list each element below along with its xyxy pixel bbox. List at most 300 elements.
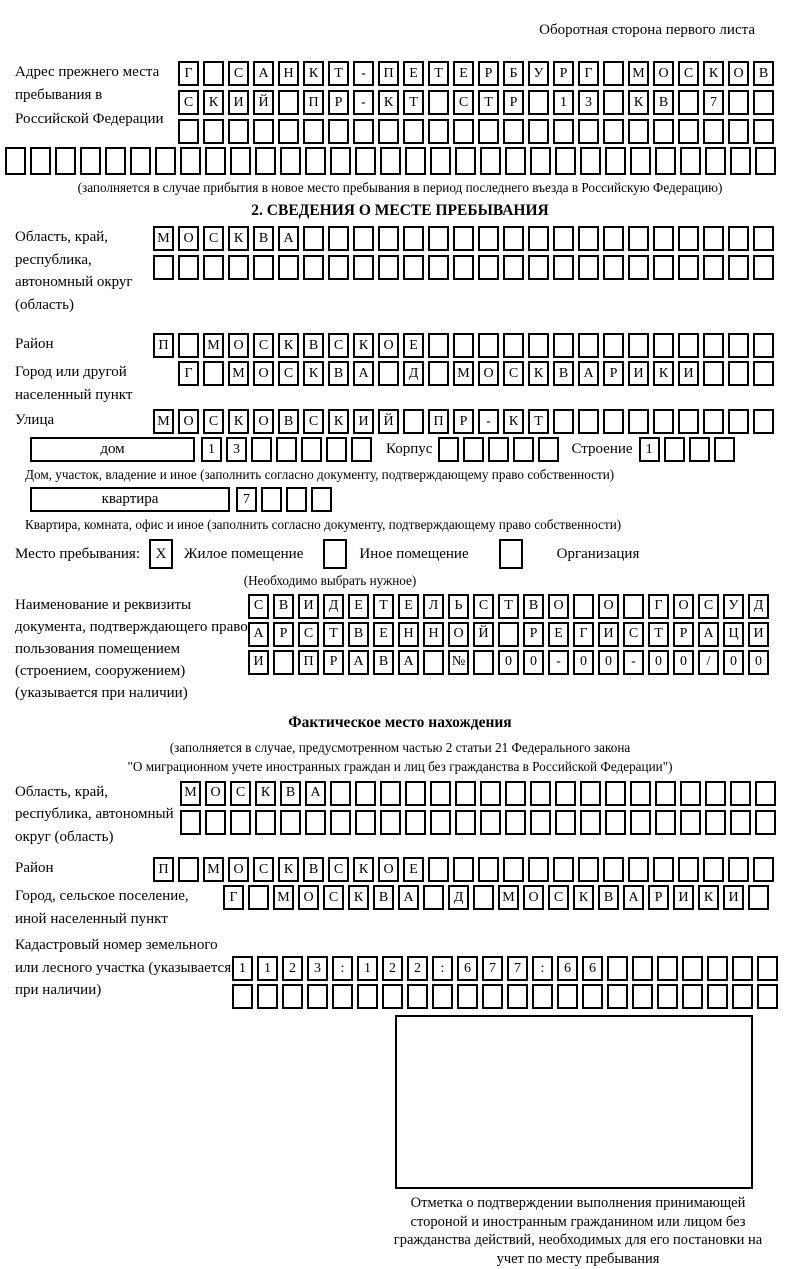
char-cell: Й — [378, 409, 399, 434]
char-cell: Л — [423, 594, 444, 619]
char-cell: Р — [523, 622, 544, 647]
char-cell: К — [255, 781, 276, 806]
char-cell: В — [303, 857, 324, 882]
char-cell — [753, 409, 774, 434]
char-cell: И — [228, 90, 249, 115]
char-cell: Р — [648, 885, 669, 910]
char-cell: П — [378, 61, 399, 86]
char-cell — [255, 147, 276, 175]
char-cell — [553, 226, 574, 251]
char-cell — [678, 409, 699, 434]
char-cell: 0 — [573, 650, 594, 675]
char-cell — [678, 255, 699, 280]
stamp-note: Отметка о подтверждении выполнения принимающей стороной и иностранным гражданином или лицом без гражданства действий, необходимых для его постановки на учет по месту пребывания — [393, 1195, 763, 1268]
char-cell — [403, 409, 424, 434]
char-cell: И — [628, 361, 649, 386]
char-cell: 0 — [748, 650, 769, 675]
char-cell — [330, 810, 351, 835]
char-cell — [728, 119, 749, 144]
char-cell — [703, 119, 724, 144]
char-cell: С — [473, 594, 494, 619]
char-cell — [178, 119, 199, 144]
char-cell — [528, 857, 549, 882]
char-cell: 6 — [557, 956, 578, 981]
actual-region-field — [15, 781, 800, 849]
actual-city-label: Город, сельское поселение, иной населенный пункт — [15, 888, 189, 927]
char-cell — [705, 147, 726, 175]
char-cell — [578, 226, 599, 251]
char-cell — [678, 226, 699, 251]
char-cell: К — [698, 885, 719, 910]
char-cell — [432, 984, 453, 1009]
char-cell: И — [673, 885, 694, 910]
char-cell — [573, 594, 594, 619]
street-label: Улица — [15, 412, 55, 429]
char-cell — [655, 147, 676, 175]
char-cell — [703, 857, 724, 882]
char-cell: Р — [273, 622, 294, 647]
char-cell — [332, 984, 353, 1009]
char-row — [153, 226, 774, 251]
char-cell: А — [398, 885, 419, 910]
char-cell — [553, 119, 574, 144]
char-cell — [753, 255, 774, 280]
char-cell: Т — [328, 61, 349, 86]
char-cell — [678, 90, 699, 115]
char-cell — [438, 437, 459, 462]
char-cell — [257, 984, 278, 1009]
char-cell — [276, 437, 297, 462]
char-cell — [330, 147, 351, 175]
char-cell — [682, 984, 703, 1009]
char-cell — [305, 810, 326, 835]
char-cell — [178, 333, 199, 358]
char-cell: 7 — [703, 90, 724, 115]
char-cell: С — [328, 333, 349, 358]
char-cell — [578, 255, 599, 280]
char-cell: Т — [403, 90, 424, 115]
char-cell: С — [298, 622, 319, 647]
char-cell — [205, 147, 226, 175]
char-cell: 7 — [507, 956, 528, 981]
char-cell — [528, 333, 549, 358]
char-cell: С — [303, 409, 324, 434]
region-field — [15, 226, 800, 316]
char-cell: М — [498, 885, 519, 910]
char-cell: П — [428, 409, 449, 434]
korpus-label: Корпус — [386, 441, 433, 458]
char-cell — [578, 857, 599, 882]
char-cell: А — [578, 361, 599, 386]
char-cell — [603, 119, 624, 144]
char-cell — [707, 984, 728, 1009]
char-cell: К — [328, 409, 349, 434]
char-cell: Р — [673, 622, 694, 647]
char-cell — [307, 984, 328, 1009]
char-cell — [428, 361, 449, 386]
char-cell — [632, 984, 653, 1009]
char-cell: 3 — [307, 956, 328, 981]
char-cell — [503, 119, 524, 144]
section2-title: 2. СВЕДЕНИЯ О МЕСТЕ ПРЕБЫВАНИЯ — [251, 202, 549, 220]
char-cell: - — [353, 90, 374, 115]
char-cell: Д — [403, 361, 424, 386]
char-cell: А — [398, 650, 419, 675]
char-cell: И — [598, 622, 619, 647]
char-cell — [653, 857, 674, 882]
stay-type-note: (Необходимо выбрать нужное) — [243, 573, 417, 589]
char-cell — [755, 781, 776, 806]
char-cell: 2 — [407, 956, 428, 981]
char-row — [153, 409, 774, 434]
char-cell — [748, 885, 769, 910]
char-cell — [753, 361, 774, 386]
char-row — [232, 956, 778, 981]
char-cell: И — [248, 650, 269, 675]
char-cell — [498, 622, 519, 647]
char-cell — [428, 119, 449, 144]
char-row — [232, 984, 778, 1009]
stay-type-row — [15, 539, 800, 569]
char-cell — [580, 810, 601, 835]
char-cell — [605, 781, 626, 806]
char-cell: С — [178, 90, 199, 115]
char-cell: 1 — [357, 956, 378, 981]
stay-type-label: Место пребывания: — [15, 545, 140, 562]
char-cell: 0 — [523, 650, 544, 675]
char-row — [5, 147, 800, 175]
char-cell — [453, 226, 474, 251]
char-cell: В — [280, 781, 301, 806]
char-cell: - — [353, 61, 374, 86]
char-cell — [430, 810, 451, 835]
char-cell — [680, 147, 701, 175]
char-cell — [403, 119, 424, 144]
char-cell: М — [153, 409, 174, 434]
char-cell: И — [678, 361, 699, 386]
char-cell: С — [253, 857, 274, 882]
char-cell — [703, 255, 724, 280]
char-cell: 2 — [382, 956, 403, 981]
char-cell — [705, 781, 726, 806]
house-box-label: дом — [30, 437, 195, 462]
char-cell — [478, 857, 499, 882]
char-cell: Е — [398, 594, 419, 619]
city-label: Город или другой населенный пункт — [15, 364, 133, 403]
char-cell: Е — [548, 622, 569, 647]
char-row — [438, 437, 559, 462]
char-cell: В — [373, 650, 394, 675]
char-cell — [503, 255, 524, 280]
cadastral-label: Кадастровый номер земельного или лесного участка (указывается при наличии) — [15, 937, 232, 999]
char-cell — [303, 226, 324, 251]
char-cell — [453, 333, 474, 358]
char-cell: Р — [603, 361, 624, 386]
char-row — [153, 255, 774, 280]
char-cell — [230, 810, 251, 835]
char-cell — [653, 409, 674, 434]
char-cell — [273, 650, 294, 675]
char-cell — [755, 147, 776, 175]
char-cell: К — [278, 857, 299, 882]
char-cell — [473, 650, 494, 675]
char-cell — [655, 810, 676, 835]
char-cell: Г — [223, 885, 244, 910]
char-cell — [130, 147, 151, 175]
char-cell — [251, 437, 272, 462]
char-cell: № — [448, 650, 469, 675]
char-cell: Р — [503, 90, 524, 115]
char-cell — [203, 361, 224, 386]
stamp-box — [395, 1015, 753, 1189]
document-rows — [248, 594, 769, 675]
char-cell — [603, 255, 624, 280]
char-cell — [328, 226, 349, 251]
char-cell — [453, 857, 474, 882]
char-cell: Ь — [448, 594, 469, 619]
char-cell: К — [703, 61, 724, 86]
char-cell: Б — [503, 61, 524, 86]
char-cell — [732, 956, 753, 981]
char-cell — [403, 226, 424, 251]
char-cell — [555, 781, 576, 806]
char-cell: : — [532, 956, 553, 981]
char-cell — [473, 885, 494, 910]
char-cell — [378, 361, 399, 386]
char-cell — [248, 885, 269, 910]
char-cell — [703, 226, 724, 251]
char-cell — [605, 810, 626, 835]
char-cell — [714, 437, 735, 462]
char-cell: Е — [403, 857, 424, 882]
char-cell: К — [528, 361, 549, 386]
char-cell — [280, 810, 301, 835]
char-cell: Н — [423, 622, 444, 647]
char-cell — [578, 409, 599, 434]
char-cell — [628, 255, 649, 280]
char-cell — [353, 255, 374, 280]
char-cell: С — [678, 61, 699, 86]
char-cell: П — [153, 857, 174, 882]
char-cell — [503, 857, 524, 882]
char-cell: Д — [748, 594, 769, 619]
char-cell: Е — [403, 333, 424, 358]
char-cell: О — [478, 361, 499, 386]
char-cell — [680, 781, 701, 806]
char-cell — [730, 147, 751, 175]
actual-district-label: Район — [15, 860, 54, 877]
char-cell — [430, 781, 451, 806]
char-cell — [528, 90, 549, 115]
char-cell: К — [628, 90, 649, 115]
char-cell — [378, 226, 399, 251]
char-row — [223, 885, 769, 910]
char-cell — [428, 255, 449, 280]
char-cell: С — [623, 622, 644, 647]
char-cell: 0 — [723, 650, 744, 675]
stroenie-label: Строение — [571, 441, 633, 458]
char-cell — [301, 437, 322, 462]
char-cell — [453, 119, 474, 144]
char-cell — [430, 147, 451, 175]
char-cell: К — [278, 333, 299, 358]
char-cell: П — [298, 650, 319, 675]
char-cell: С — [253, 333, 274, 358]
char-cell: О — [253, 361, 274, 386]
prev-address-label: Адрес прежнего места пребывания в Российской Федерации — [15, 64, 164, 127]
char-cell — [553, 255, 574, 280]
char-cell: 0 — [648, 650, 669, 675]
char-cell — [530, 810, 551, 835]
char-cell — [728, 255, 749, 280]
char-cell: В — [253, 226, 274, 251]
char-cell — [230, 147, 251, 175]
char-cell — [753, 857, 774, 882]
char-cell: А — [305, 781, 326, 806]
char-cell — [380, 781, 401, 806]
char-cell: 1 — [257, 956, 278, 981]
char-cell: С — [698, 594, 719, 619]
option-label-org: Организация — [556, 545, 640, 562]
char-cell: : — [432, 956, 453, 981]
char-cell — [480, 781, 501, 806]
char-cell — [530, 147, 551, 175]
checkbox-inoe — [323, 539, 347, 569]
street-field — [15, 409, 800, 434]
char-cell: 0 — [498, 650, 519, 675]
char-cell — [305, 147, 326, 175]
char-cell: М — [273, 885, 294, 910]
char-cell: К — [353, 333, 374, 358]
char-cell — [728, 333, 749, 358]
char-cell: С — [278, 361, 299, 386]
char-cell — [578, 119, 599, 144]
char-cell: : — [332, 956, 353, 981]
char-cell — [753, 226, 774, 251]
actual-region-label: Область, край, республика, автономный округ (область) — [15, 783, 174, 845]
char-cell — [732, 984, 753, 1009]
char-cell — [603, 333, 624, 358]
char-cell — [326, 437, 347, 462]
char-cell — [105, 147, 126, 175]
char-cell: С — [203, 226, 224, 251]
char-cell — [403, 255, 424, 280]
char-cell — [278, 255, 299, 280]
char-cell — [286, 487, 307, 512]
char-cell: М — [628, 61, 649, 86]
char-cell: С — [228, 61, 249, 86]
char-cell — [253, 119, 274, 144]
char-cell — [707, 956, 728, 981]
char-row — [248, 650, 769, 675]
char-cell: С — [248, 594, 269, 619]
char-cell — [630, 147, 651, 175]
char-cell — [657, 984, 678, 1009]
char-cell — [664, 437, 685, 462]
char-row — [639, 437, 735, 462]
char-cell: О — [253, 409, 274, 434]
char-cell — [532, 984, 553, 1009]
char-cell — [353, 226, 374, 251]
char-cell: 6 — [457, 956, 478, 981]
char-cell — [603, 857, 624, 882]
char-cell — [482, 984, 503, 1009]
char-cell — [580, 781, 601, 806]
char-cell: Д — [448, 885, 469, 910]
char-cell — [423, 885, 444, 910]
char-cell: - — [478, 409, 499, 434]
char-cell — [730, 781, 751, 806]
char-cell: 1 — [553, 90, 574, 115]
char-cell — [603, 226, 624, 251]
char-cell — [628, 409, 649, 434]
char-cell — [728, 409, 749, 434]
char-cell — [455, 781, 476, 806]
char-cell: Е — [373, 622, 394, 647]
char-cell — [753, 119, 774, 144]
char-cell: О — [298, 885, 319, 910]
char-cell — [280, 147, 301, 175]
char-cell — [630, 810, 651, 835]
char-cell — [455, 810, 476, 835]
char-cell — [455, 147, 476, 175]
char-cell: С — [203, 409, 224, 434]
checkbox-org — [499, 539, 523, 569]
char-cell: К — [573, 885, 594, 910]
char-cell — [303, 255, 324, 280]
char-cell: В — [553, 361, 574, 386]
char-cell: К — [653, 361, 674, 386]
char-cell: О — [523, 885, 544, 910]
char-row — [180, 781, 776, 806]
char-row — [178, 361, 774, 386]
char-cell: Р — [453, 409, 474, 434]
char-cell — [628, 119, 649, 144]
char-cell: - — [548, 650, 569, 675]
char-cell: В — [273, 594, 294, 619]
apartment-box-label: квартира — [30, 487, 230, 512]
char-cell: К — [353, 857, 374, 882]
char-cell: О — [205, 781, 226, 806]
char-cell: Р — [328, 90, 349, 115]
char-cell — [155, 147, 176, 175]
char-cell — [628, 857, 649, 882]
char-cell — [478, 255, 499, 280]
char-cell: Р — [478, 61, 499, 86]
char-cell — [653, 226, 674, 251]
char-cell — [311, 487, 332, 512]
char-cell — [278, 90, 299, 115]
char-cell — [755, 810, 776, 835]
char-cell — [555, 147, 576, 175]
char-cell: А — [348, 650, 369, 675]
char-cell — [480, 147, 501, 175]
char-cell: А — [353, 361, 374, 386]
char-cell: А — [698, 622, 719, 647]
char-cell — [528, 226, 549, 251]
char-cell — [261, 487, 282, 512]
char-cell — [405, 781, 426, 806]
char-cell — [407, 984, 428, 1009]
district-label: Район — [15, 336, 54, 353]
char-cell — [607, 984, 628, 1009]
char-cell — [505, 147, 526, 175]
char-row — [236, 487, 332, 512]
char-cell: Й — [253, 90, 274, 115]
char-cell — [428, 857, 449, 882]
char-cell: Р — [323, 650, 344, 675]
char-row — [178, 119, 774, 144]
